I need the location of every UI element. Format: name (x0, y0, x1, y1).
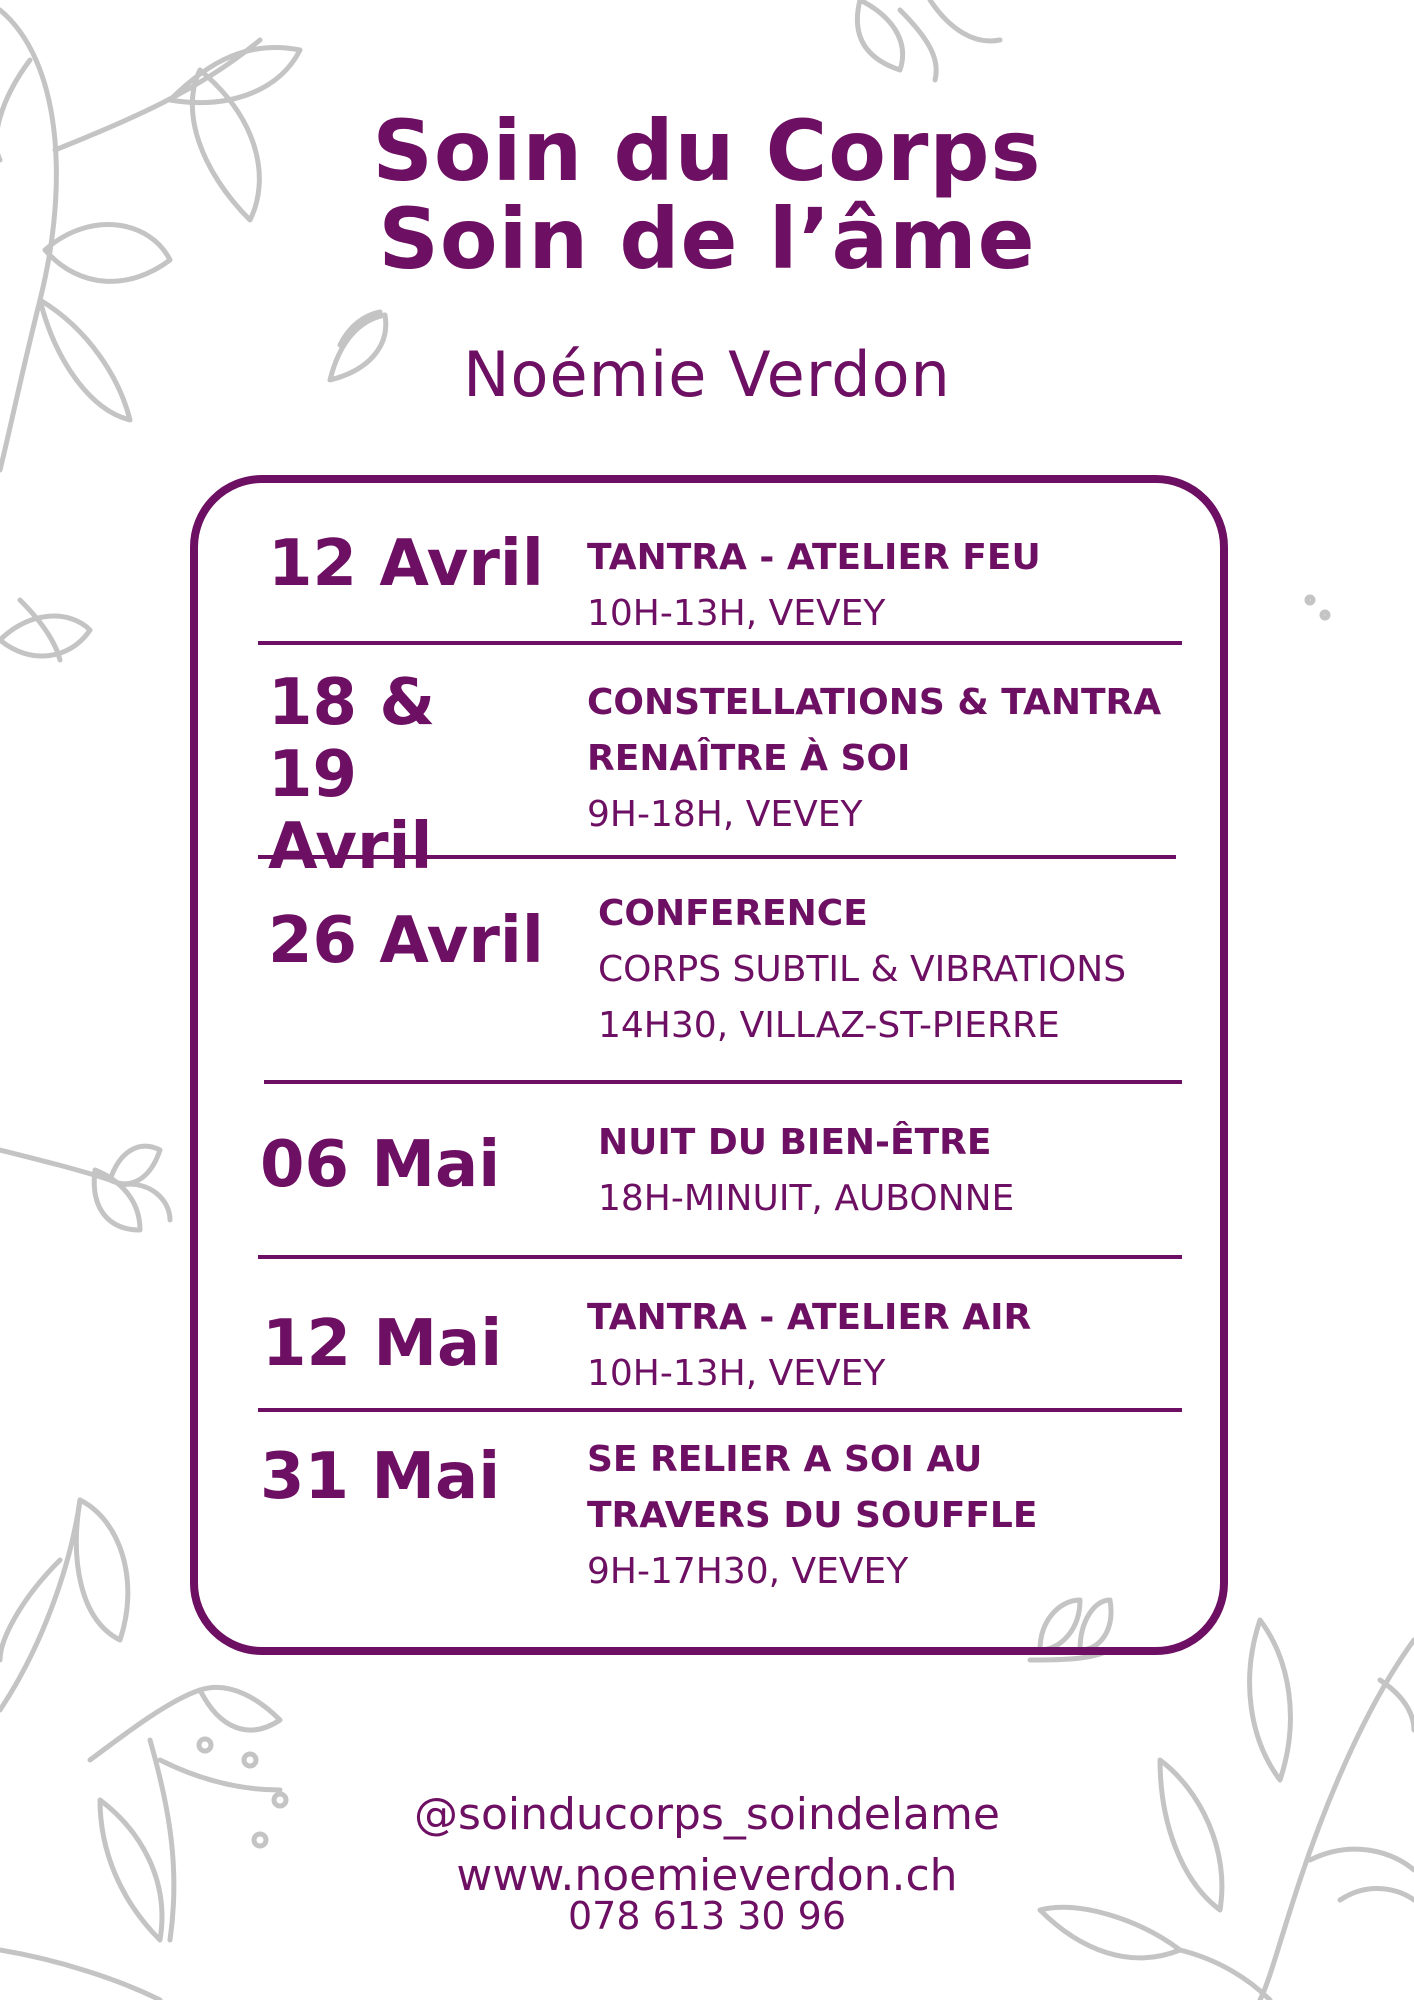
event-time-place: 10H-13H, VEVEY (587, 593, 886, 634)
event-title: SE RELIER A SOI AU (587, 1439, 983, 1480)
event-title: NUIT DU BIEN-ÊTRE (598, 1122, 992, 1163)
event-date: 31 Mai (260, 1440, 501, 1514)
event-title: CONFERENCE (598, 893, 868, 934)
event-details (587, 675, 1161, 843)
event-subtitle: CORPS SUBTIL & VIBRATIONS (598, 949, 1127, 990)
phone-number[interactable]: 078 613 30 96 (567, 1894, 846, 1938)
event-date: 12 Avril (268, 527, 544, 601)
event-time-place: 9H-17H30, VEVEY (587, 1551, 909, 1592)
page-title-line2: Soin de l’âme (378, 190, 1036, 288)
event-details (598, 1115, 1014, 1227)
event-date: 12 Mai (262, 1307, 503, 1381)
divider (258, 1255, 1182, 1259)
event-details (587, 1432, 1037, 1600)
event-date: 18 & 19 Avril (268, 666, 436, 884)
event-time-place: 9H-18H, VEVEY (587, 794, 863, 835)
instagram-handle[interactable]: @soinducorps_soindelame (414, 1789, 1000, 1840)
divider (264, 1080, 1182, 1084)
website-link[interactable]: www.noemieverdon.ch (456, 1850, 958, 1901)
event-details (598, 886, 1126, 1054)
event-date: 06 Mai (260, 1128, 501, 1202)
event-time-place: 10H-13H, VEVEY (587, 1353, 886, 1394)
divider (258, 1408, 1182, 1412)
event-details (587, 1290, 1031, 1402)
author-name: Noémie Verdon (463, 338, 951, 411)
event-details (587, 530, 1041, 642)
event-title: CONSTELLATIONS & TANTRA (587, 682, 1162, 723)
event-title: TANTRA - ATELIER AIR (587, 1297, 1032, 1338)
event-time-place: 18H-MINUIT, AUBONNE (598, 1178, 1015, 1219)
event-title: TANTRA - ATELIER FEU (587, 537, 1041, 578)
event-date: 26 Avril (268, 904, 544, 978)
event-subtitle: TRAVERS DU SOUFFLE (587, 1495, 1038, 1536)
event-time-place: 14H30, VILLAZ-ST-PIERRE (598, 1005, 1060, 1046)
event-subtitle: RENAÎTRE À SOI (587, 738, 911, 779)
page-title-line1: Soin du Corps (372, 102, 1042, 200)
